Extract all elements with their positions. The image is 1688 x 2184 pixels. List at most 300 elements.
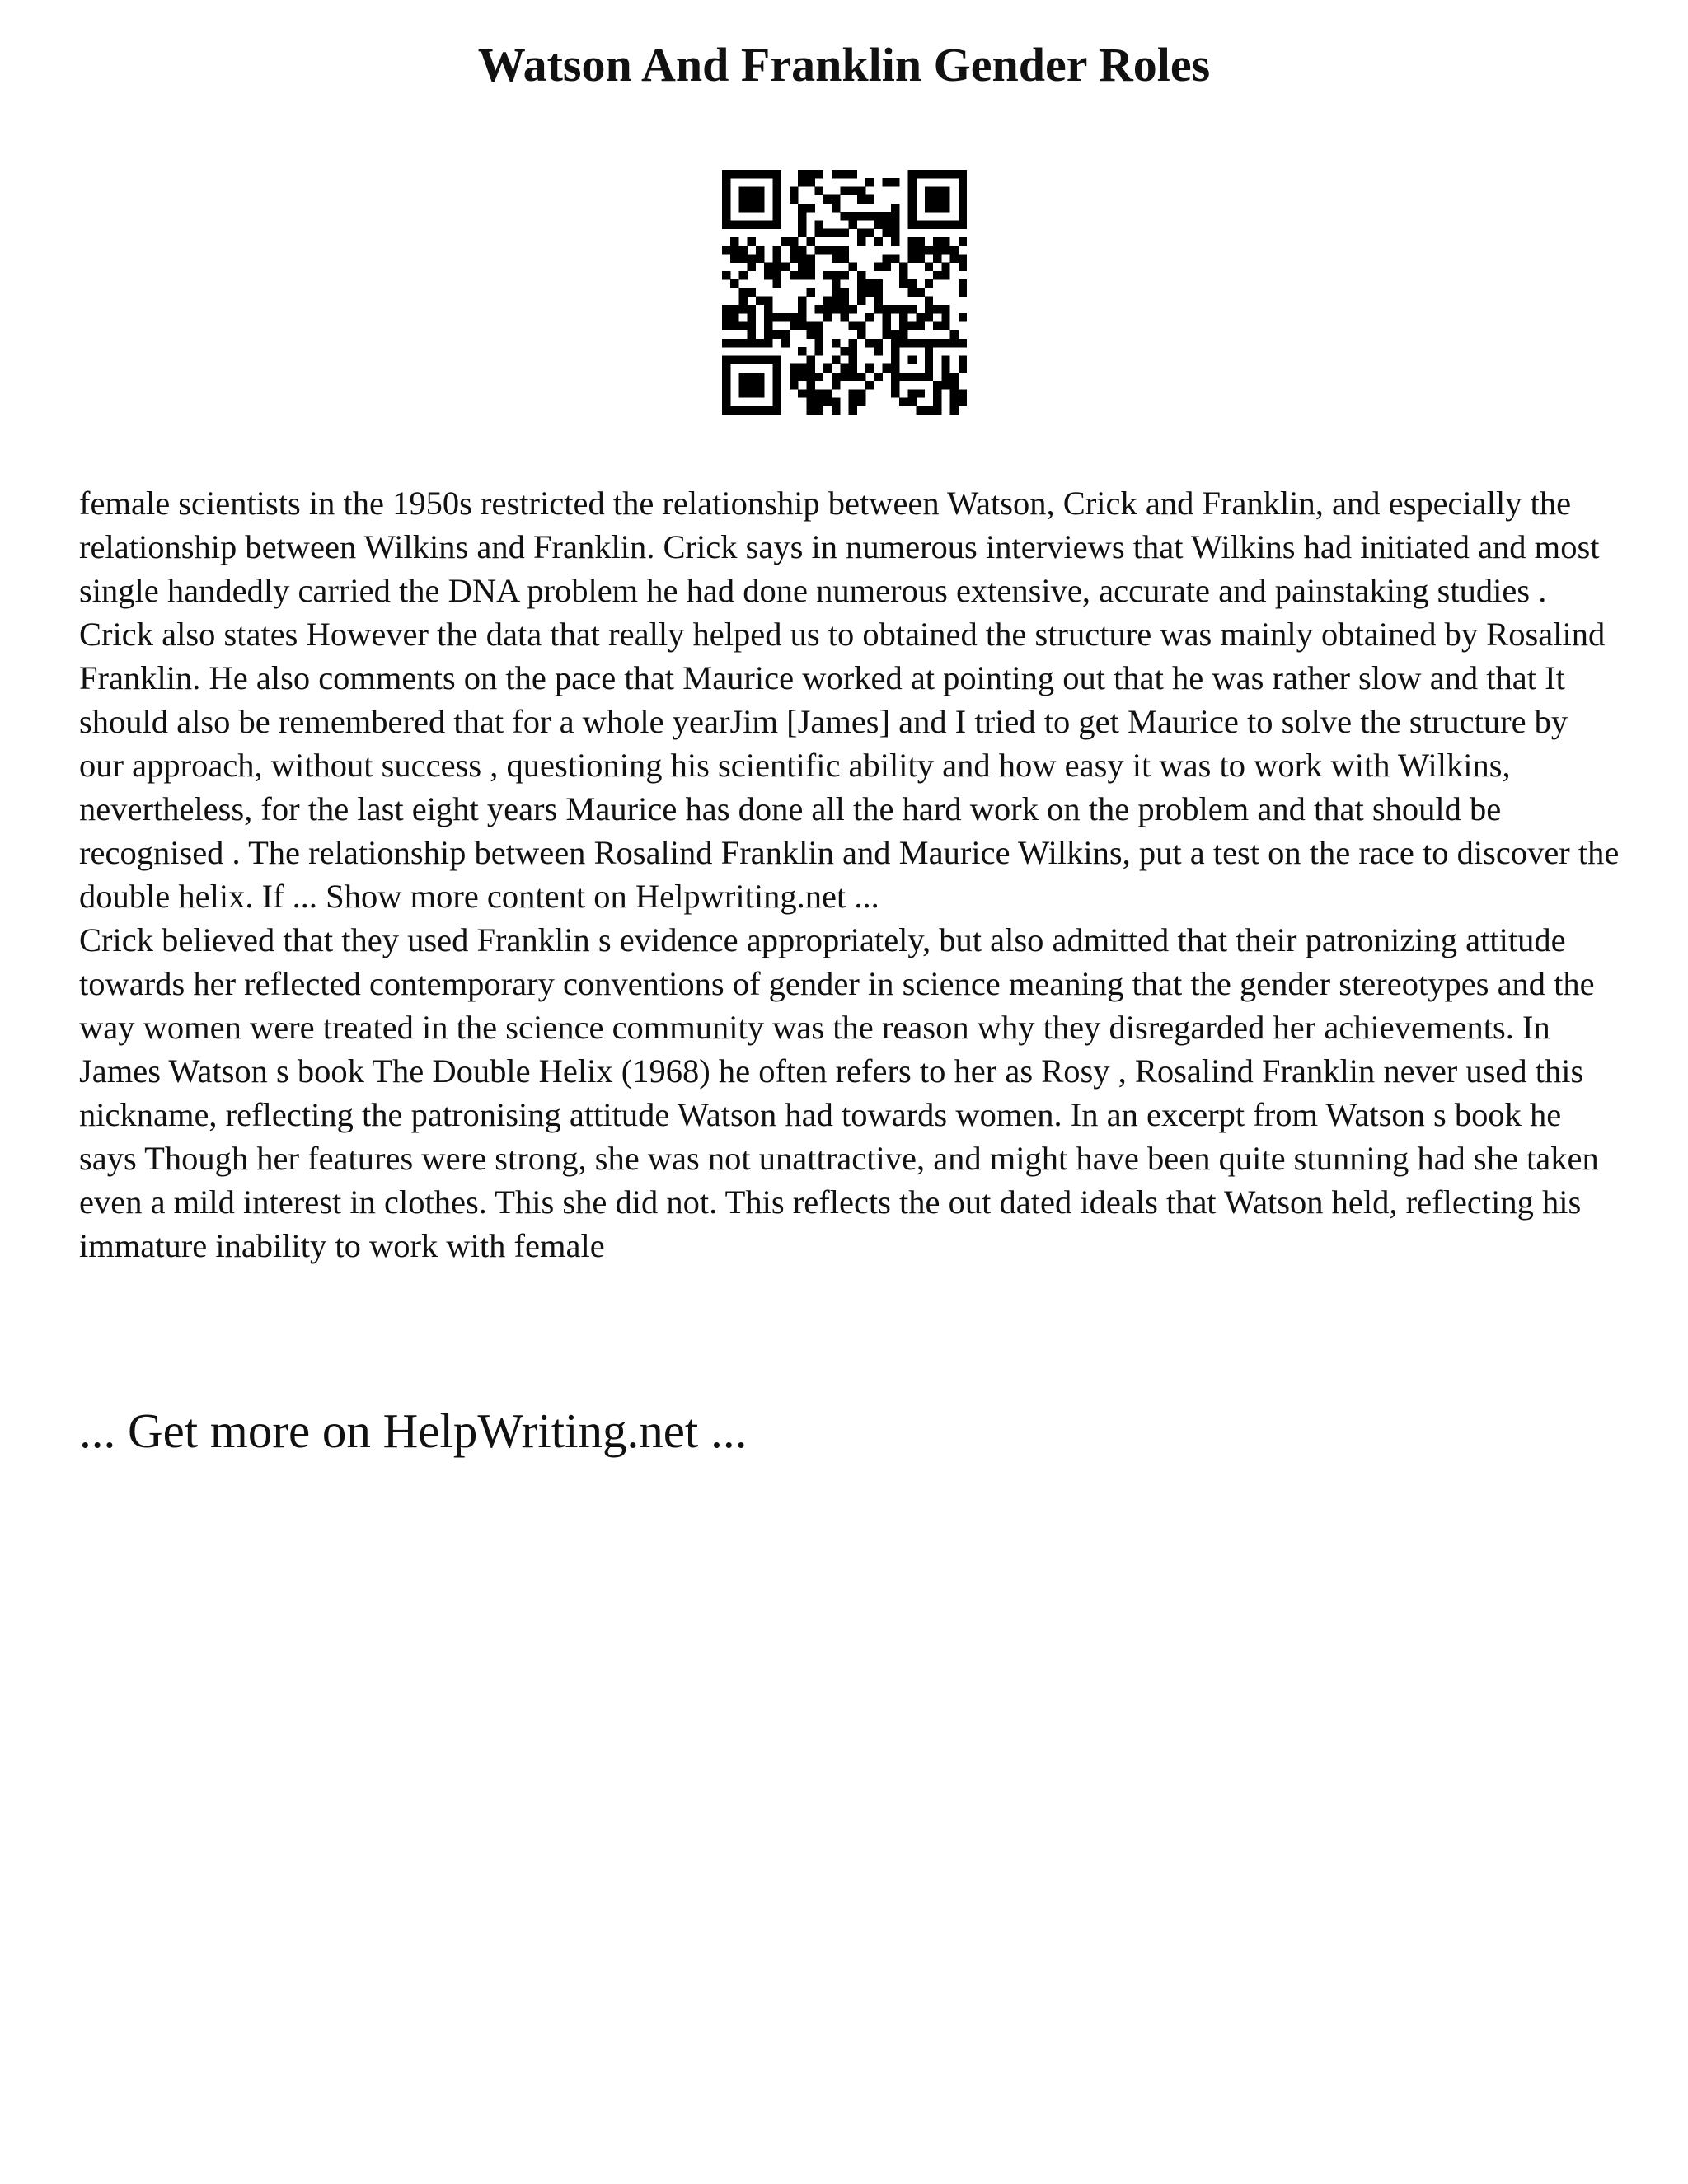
qr-module (883, 254, 891, 262)
qr-module (772, 406, 781, 415)
qr-module (925, 170, 933, 178)
qr-module (849, 389, 857, 397)
qr-module (849, 186, 857, 194)
qr-module (772, 212, 781, 220)
qr-module (823, 229, 832, 237)
qr-module (832, 373, 840, 381)
qr-module (874, 220, 882, 228)
qr-module (722, 204, 730, 212)
qr-module (950, 381, 959, 389)
qr-module (748, 254, 756, 262)
qr-module (907, 178, 916, 186)
qr-module (907, 220, 916, 228)
qr-module (772, 178, 781, 186)
qr-module (857, 373, 865, 381)
qr-module (722, 195, 730, 204)
qr-module (772, 355, 781, 363)
qr-module (941, 305, 950, 313)
qr-module (772, 271, 781, 279)
qr-module (959, 186, 967, 194)
qr-module (849, 212, 857, 220)
qr-module (806, 406, 814, 415)
qr-module (772, 195, 781, 204)
qr-module (950, 339, 959, 347)
qr-module (772, 389, 781, 397)
qr-module (917, 254, 925, 262)
qr-module (891, 178, 899, 186)
qr-module (925, 406, 933, 415)
qr-module (865, 288, 874, 296)
qr-module (756, 195, 764, 204)
qr-module (815, 406, 823, 415)
qr-module (865, 313, 874, 321)
qr-module (959, 263, 967, 271)
qr-module (840, 297, 848, 305)
qr-module (764, 330, 772, 339)
qr-module (781, 330, 790, 339)
qr-module (798, 220, 806, 228)
qr-module (790, 271, 798, 279)
qr-module (941, 355, 950, 363)
qr-module (790, 321, 798, 330)
qr-module (959, 237, 967, 246)
qr-module (865, 339, 874, 347)
qr-module (730, 170, 738, 178)
qr-module (840, 305, 848, 313)
qr-module (883, 321, 891, 330)
qr-module (917, 237, 925, 246)
qr-module (806, 355, 814, 363)
qr-module (840, 229, 848, 237)
qr-module (823, 364, 832, 373)
qr-module (798, 313, 806, 321)
qr-module (722, 355, 730, 363)
qr-module (756, 381, 764, 389)
qr-module (815, 305, 823, 313)
qr-module (907, 204, 916, 212)
qr-module (738, 406, 747, 415)
qr-module (959, 204, 967, 212)
qr-module (899, 373, 907, 381)
qr-module (849, 170, 857, 178)
qr-module (849, 263, 857, 271)
qr-module (941, 186, 950, 194)
qr-module (748, 263, 756, 271)
qr-module (959, 355, 967, 363)
qr-module (950, 406, 959, 415)
qr-module (798, 373, 806, 381)
qr-module (815, 398, 823, 406)
qr-module (798, 297, 806, 305)
qr-module (899, 263, 907, 271)
qr-module (832, 288, 840, 296)
page-title: Watson And Franklin Gender Roles (477, 38, 1211, 91)
qr-module (849, 364, 857, 373)
qr-module (756, 389, 764, 397)
qr-module (722, 313, 730, 321)
qr-module (874, 288, 882, 296)
qr-module (917, 321, 925, 330)
qr-module (891, 355, 899, 363)
qr-module (798, 305, 806, 313)
qr-module (815, 389, 823, 397)
qr-module (722, 321, 730, 330)
qr-module (790, 195, 798, 204)
qr-module (959, 254, 967, 262)
qr-module (806, 389, 814, 397)
qr-module (840, 373, 848, 381)
qr-module (959, 195, 967, 204)
qr-module (748, 389, 756, 397)
qr-module (815, 373, 823, 381)
qr-module (857, 271, 865, 279)
qr-module (738, 355, 747, 363)
qr-module (772, 254, 781, 262)
qr-module (748, 204, 756, 212)
qr-module (832, 381, 840, 389)
qr-module (840, 186, 848, 194)
qr-module (764, 305, 772, 313)
qr-module (772, 220, 781, 228)
qr-module (917, 288, 925, 296)
qr-module (874, 347, 882, 355)
qr-module (840, 364, 848, 373)
qr-module (907, 170, 916, 178)
qr-module (865, 178, 874, 186)
qr-module (857, 186, 865, 194)
qr-module (891, 389, 899, 397)
qr-module (891, 229, 899, 237)
qr-module (857, 237, 865, 246)
qr-module (933, 271, 941, 279)
qr-module (891, 381, 899, 389)
qr-module (891, 373, 899, 381)
qr-module (748, 195, 756, 204)
qr-module (781, 237, 790, 246)
qr-module (959, 398, 967, 406)
qr-module (959, 389, 967, 397)
qr-code-graphic (722, 170, 967, 415)
qr-module (738, 195, 747, 204)
qr-module (806, 263, 814, 271)
qr-module (722, 271, 730, 279)
qr-module (756, 254, 764, 262)
qr-module (730, 237, 738, 246)
qr-module (764, 297, 772, 305)
qr-module (738, 170, 747, 178)
qr-module (959, 364, 967, 373)
qr-module (815, 339, 823, 347)
qr-module (738, 297, 747, 305)
qr-module (823, 271, 832, 279)
qr-module (891, 330, 899, 339)
qr-module (925, 347, 933, 355)
qr-module (917, 246, 925, 254)
qr-module (917, 339, 925, 347)
qr-module (832, 195, 840, 204)
qr-module (891, 220, 899, 228)
qr-module (874, 263, 882, 271)
qr-module (806, 288, 814, 296)
qr-module (933, 339, 941, 347)
qr-module (722, 220, 730, 228)
qr-module (933, 254, 941, 262)
qr-module (815, 229, 823, 237)
qr-module (823, 398, 832, 406)
qr-module (722, 389, 730, 397)
qr-module (865, 195, 874, 204)
qr-module (730, 305, 738, 313)
qr-module (917, 389, 925, 397)
qr-module (790, 246, 798, 254)
qr-module (925, 279, 933, 288)
qr-module (738, 305, 747, 313)
qr-module (941, 237, 950, 246)
qr-module (865, 381, 874, 389)
qr-module (874, 212, 882, 220)
qr-module (865, 212, 874, 220)
qr-module (899, 339, 907, 347)
qr-module (849, 321, 857, 330)
qr-module (730, 279, 738, 288)
qr-module (849, 220, 857, 228)
qr-module (815, 170, 823, 178)
qr-module (798, 389, 806, 397)
qr-module (756, 204, 764, 212)
qr-module (950, 389, 959, 397)
qr-module (840, 254, 848, 262)
qr-module (874, 373, 882, 381)
qr-module (840, 313, 848, 321)
qr-module (865, 364, 874, 373)
qr-module (798, 271, 806, 279)
qr-module (941, 321, 950, 330)
qr-module (891, 212, 899, 220)
qr-module (756, 170, 764, 178)
qr-module (917, 170, 925, 178)
qr-module (840, 212, 848, 220)
qr-module (907, 339, 916, 347)
qr-module (907, 246, 916, 254)
qr-module (756, 297, 764, 305)
qr-module (891, 204, 899, 212)
qr-module (933, 204, 941, 212)
qr-module (874, 305, 882, 313)
qr-module (756, 186, 764, 194)
qr-module (722, 186, 730, 194)
qr-module (738, 389, 747, 397)
qr-module (764, 263, 772, 271)
qr-module (883, 220, 891, 228)
qr-module (933, 406, 941, 415)
qr-module (748, 373, 756, 381)
qr-module (941, 220, 950, 228)
qr-module (959, 170, 967, 178)
qr-module (738, 186, 747, 194)
qr-module (899, 321, 907, 330)
qr-module (907, 373, 916, 381)
qr-module (891, 254, 899, 262)
qr-module (798, 364, 806, 373)
qr-module (950, 330, 959, 339)
qr-module (790, 237, 798, 246)
qr-module (738, 321, 747, 330)
qr-module (849, 339, 857, 347)
qr-module (907, 389, 916, 397)
qr-module (730, 254, 738, 262)
qr-module (722, 170, 730, 178)
qr-module (730, 355, 738, 363)
qr-module (815, 330, 823, 339)
qr-module (815, 347, 823, 355)
qr-module (823, 297, 832, 305)
qr-module (832, 305, 840, 313)
qr-module (891, 364, 899, 373)
qr-module (823, 389, 832, 397)
qr-module (738, 254, 747, 262)
qr-module (748, 237, 756, 246)
qr-module (849, 398, 857, 406)
qr-module (748, 321, 756, 330)
qr-module (941, 339, 950, 347)
qr-module (772, 246, 781, 254)
qr-module (849, 305, 857, 313)
qr-module (764, 355, 772, 363)
qr-module (772, 373, 781, 381)
qr-module (874, 339, 882, 347)
qr-module (823, 195, 832, 204)
qr-module (933, 389, 941, 397)
qr-module (772, 330, 781, 339)
qr-module (798, 178, 806, 186)
qr-module (874, 279, 882, 288)
qr-module (772, 364, 781, 373)
qr-module (764, 339, 772, 347)
qr-module (933, 381, 941, 389)
qr-module (907, 321, 916, 330)
qr-module (933, 220, 941, 228)
qr-module (764, 220, 772, 228)
qr-module (772, 398, 781, 406)
qr-module (772, 279, 781, 288)
qr-module (883, 330, 891, 339)
qr-module (798, 347, 806, 355)
qr-module (950, 373, 959, 381)
qr-module (883, 212, 891, 220)
qr-module (832, 170, 840, 178)
qr-module (722, 398, 730, 406)
qr-module (874, 237, 882, 246)
qr-module (798, 229, 806, 237)
qr-module (798, 204, 806, 212)
qr-module (865, 279, 874, 288)
qr-module (756, 355, 764, 363)
qr-module (722, 212, 730, 220)
qr-module (772, 204, 781, 212)
qr-module (756, 373, 764, 381)
qr-module (941, 364, 950, 373)
qr-module (806, 271, 814, 279)
qr-module (941, 263, 950, 271)
qr-module (941, 246, 950, 254)
get-more-link[interactable]: ... Get more on HelpWriting.net ... (79, 1404, 748, 1458)
qr-module (849, 347, 857, 355)
qr-module (798, 170, 806, 178)
qr-module (883, 178, 891, 186)
qr-module (806, 254, 814, 262)
qr-module (933, 305, 941, 313)
qr-module (959, 313, 967, 321)
qr-module (840, 288, 848, 296)
qr-module (798, 254, 806, 262)
qr-module (907, 186, 916, 194)
qr-module (748, 220, 756, 228)
qr-module (748, 339, 756, 347)
qr-module (815, 246, 823, 254)
qr-module (941, 195, 950, 204)
qr-module (950, 220, 959, 228)
qr-module (941, 170, 950, 178)
qr-module (738, 381, 747, 389)
qr-module (738, 204, 747, 212)
qr-module (748, 330, 756, 339)
qr-module (832, 406, 840, 415)
qr-module (925, 313, 933, 321)
qr-module (790, 254, 798, 262)
qr-module (722, 339, 730, 347)
qr-module (722, 406, 730, 415)
qr-module (748, 305, 756, 313)
qr-module (832, 246, 840, 254)
article-paragraph-1: female scientists in the 1950s restricted the relationship between Watson, Crick and Franklin, and especially the relationship between Wilkins and Franklin. Crick says in numerous interviews that Wilkins had initiated and most single handedly carried the DNA problem he had done numerous extensive, accurate and painstaking studies . Crick also states However the data that really helped us to obtained the structure was mainly obtained by Rosalind Franklin. He also comments on the pace that Maurice worked at pointing out that he was rather slow and that It should also be remembered that for a whole yearJim [James] and I tried to get Maurice to solve the structure by our approach, without success , questioning his scientific ability and how easy it was to work with Wilkins, nevertheless, for the last eight years Maurice has done all the hard work on the problem and that should be recognised . The relationship between Rosalind Franklin and Maurice Wilkins, put a test on the race to discover the double helix. If ... Show more content on Helpwriting.net ... (79, 485, 1620, 915)
qr-module (950, 254, 959, 262)
qr-module (840, 271, 848, 279)
qr-module (857, 321, 865, 330)
qr-module (748, 186, 756, 194)
qr-module (933, 237, 941, 246)
qr-module (950, 246, 959, 254)
qr-module (849, 406, 857, 415)
qr-module (781, 339, 790, 347)
qr-module (832, 254, 840, 262)
qr-module (849, 373, 857, 381)
qr-module (790, 381, 798, 389)
qr-module (781, 313, 790, 321)
qr-module (933, 398, 941, 406)
qr-module (756, 246, 764, 254)
qr-module (738, 220, 747, 228)
qr-module (959, 212, 967, 220)
qr-module (925, 204, 933, 212)
qr-module (907, 398, 916, 406)
qr-module (772, 263, 781, 271)
qr-module (857, 279, 865, 288)
qr-module (925, 220, 933, 228)
qr-module (925, 186, 933, 194)
qr-module (907, 305, 916, 313)
qr-module (764, 321, 772, 330)
qr-module (925, 195, 933, 204)
qr-module (738, 288, 747, 296)
qr-module (925, 355, 933, 363)
qr-module (790, 373, 798, 381)
qr-module (730, 220, 738, 228)
qr-module (806, 381, 814, 389)
qr-module (738, 373, 747, 381)
qr-module (806, 373, 814, 381)
qr-module (832, 355, 840, 363)
qr-module (941, 381, 950, 389)
